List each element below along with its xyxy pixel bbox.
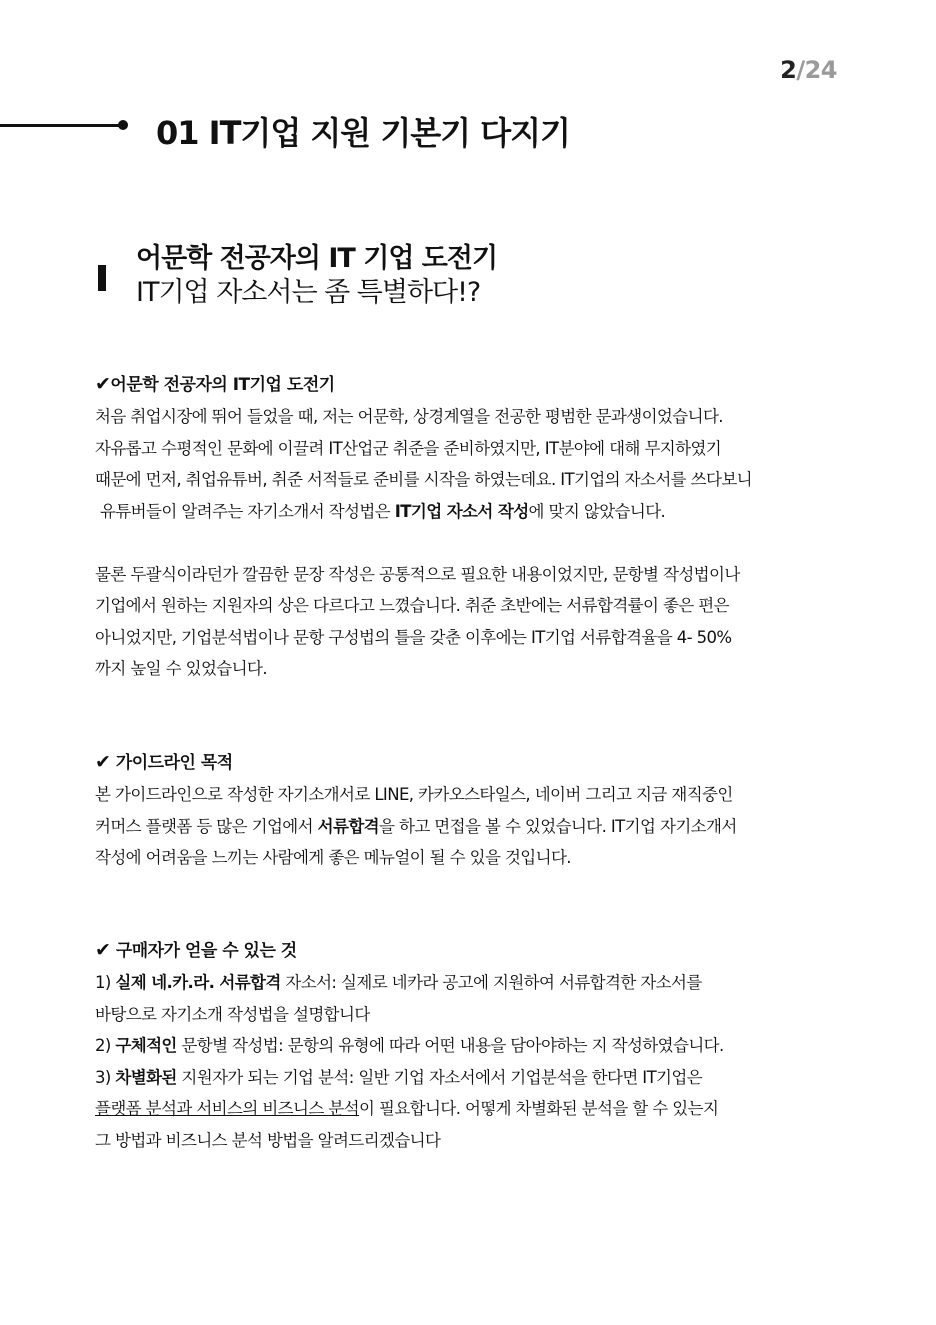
text-line: 아니었지만, 기업분석법이나 문항 구성법의 틀을 갖춘 이후에는 IT기업 서류합격율을 4- 50% bbox=[95, 627, 732, 647]
text-span: 유튜버들이 알려주는 자기소개서 작성법은 bbox=[100, 501, 395, 521]
text-line: 작성에 어려움을 느끼는 사람에게 좋은 메뉴얼이 될 수 있을 것입니다. bbox=[95, 848, 571, 867]
item-number: 3) bbox=[95, 1067, 116, 1087]
benefits-heading bbox=[95, 935, 855, 967]
emphasis-text: 차별화된 bbox=[115, 1067, 177, 1087]
emphasis-text: 서류합격 bbox=[317, 816, 379, 836]
text-line: 까지 높일 수 있었습니다. bbox=[95, 659, 267, 678]
purpose-paragraph bbox=[95, 779, 855, 874]
text-line: 기업에서 원하는 지원자의 상은 다르다고 느꼈습니다. 취준 초반에는 서류합격률이 좋은 편은 bbox=[95, 596, 729, 615]
intro-block bbox=[95, 369, 855, 685]
page-current: 2 bbox=[780, 56, 797, 84]
section-marker-bar bbox=[98, 265, 106, 291]
text-span: 에 맞지 않았습니다. bbox=[528, 501, 666, 521]
benefits-heading-text: 구매자가 얻을 수 있는 것 bbox=[110, 941, 297, 961]
text-span: 커머스 플랫폼 등 많은 기업에서 bbox=[95, 816, 318, 836]
item-number: 1) bbox=[95, 973, 116, 992]
text-span: 지원자가 되는 기업 분석: 일반 기업 자소서에서 기업분석을 한다면 IT기업은 bbox=[176, 1067, 703, 1087]
purpose-block bbox=[95, 747, 855, 874]
text-span: 문항별 작성법: 문항의 유형에 따라 어떤 내용을 담아야하는 지 작성하였습니다. bbox=[176, 1036, 724, 1055]
benefits-list bbox=[95, 967, 855, 1156]
section-title bbox=[136, 242, 497, 310]
page-total: 24 bbox=[804, 56, 837, 84]
text-line: 물론 두괄식이라던가 깔끔한 문장 작성은 공통적으로 필요한 내용이었지만, 문항별 작성법이나 bbox=[95, 564, 740, 584]
text-line bbox=[95, 496, 855, 528]
item-number: 2) bbox=[95, 1036, 116, 1055]
page-separator: / bbox=[796, 56, 805, 84]
text-line: 처음 취업시장에 뛰어 들었을 때, 저는 어문학, 상경계열을 전공한 평범한 문과생이었습니다. bbox=[95, 407, 723, 426]
chapter-rule-dot bbox=[118, 120, 128, 130]
text-line: 때문에 먼저, 취업유튜버, 취준 서적들로 준비를 시작을 하였는데요. IT기업의 자소서를 쓰다보니 bbox=[95, 470, 753, 489]
list-item bbox=[95, 1030, 855, 1062]
text-line bbox=[95, 811, 855, 843]
intro-heading-text: 어문학 전공자의 IT기업 도전기 bbox=[110, 375, 335, 395]
text-line: 그 방법과 비즈니스 분석 방법을 알려드리겠습니다 bbox=[95, 1130, 441, 1150]
chapter-title: 01 IT기업 지원 기본기 다지기 bbox=[156, 114, 570, 152]
text-span: 이 필요합니다. 어떻게 차별화된 분석을 할 수 있는지 bbox=[359, 1099, 719, 1118]
purpose-heading-text: 가이드라인 목적 bbox=[110, 753, 233, 773]
emphasis-text: 구체적인 bbox=[115, 1036, 177, 1055]
text-span: 자소서: 실제로 네카라 공고에 지원하여 서류합격한 자소서를 bbox=[280, 973, 702, 992]
list-item bbox=[95, 1062, 855, 1094]
spacer bbox=[95, 527, 855, 559]
intro-paragraph-1 bbox=[95, 401, 855, 527]
check-icon: ✔ bbox=[95, 751, 111, 773]
text-line: 바탕으로 자기소개 작성법을 설명합니다 bbox=[95, 1004, 370, 1024]
intro-paragraph-2 bbox=[95, 559, 855, 685]
text-line bbox=[95, 1093, 855, 1125]
intro-heading bbox=[95, 369, 855, 401]
text-span: 을 하고 면접을 볼 수 있었습니다. IT기업 자기소개서 bbox=[379, 816, 737, 836]
section-title-sub: IT기업 자소서는 좀 특별하다!? bbox=[136, 277, 481, 308]
check-icon: ✔ bbox=[95, 939, 111, 961]
check-icon: ✔ bbox=[95, 373, 111, 395]
page-number bbox=[780, 56, 837, 84]
text-line: 본 가이드라인으로 작성한 자기소개서로 LINE, 카카오스타일스, 네이버 그리고 지금 재직중인 bbox=[95, 785, 733, 804]
chapter-rule bbox=[0, 124, 120, 127]
purpose-heading bbox=[95, 747, 855, 779]
benefits-block bbox=[95, 935, 855, 1156]
emphasis-text: 실제 네.카.라. 서류합격 bbox=[115, 973, 281, 992]
section-title-main: 어문학 전공자의 IT 기업 도전기 bbox=[136, 243, 498, 274]
underlined-text: 플랫폼 분석과 서비스의 비즈니스 분석 bbox=[95, 1099, 360, 1118]
list-item bbox=[95, 967, 855, 999]
text-line: 자유롭고 수평적인 문화에 이끌려 IT산업군 취준을 준비하였지만, IT분야에 대해 무지하였기 bbox=[95, 438, 722, 458]
emphasis-text: IT기업 자소서 작성 bbox=[394, 501, 529, 521]
